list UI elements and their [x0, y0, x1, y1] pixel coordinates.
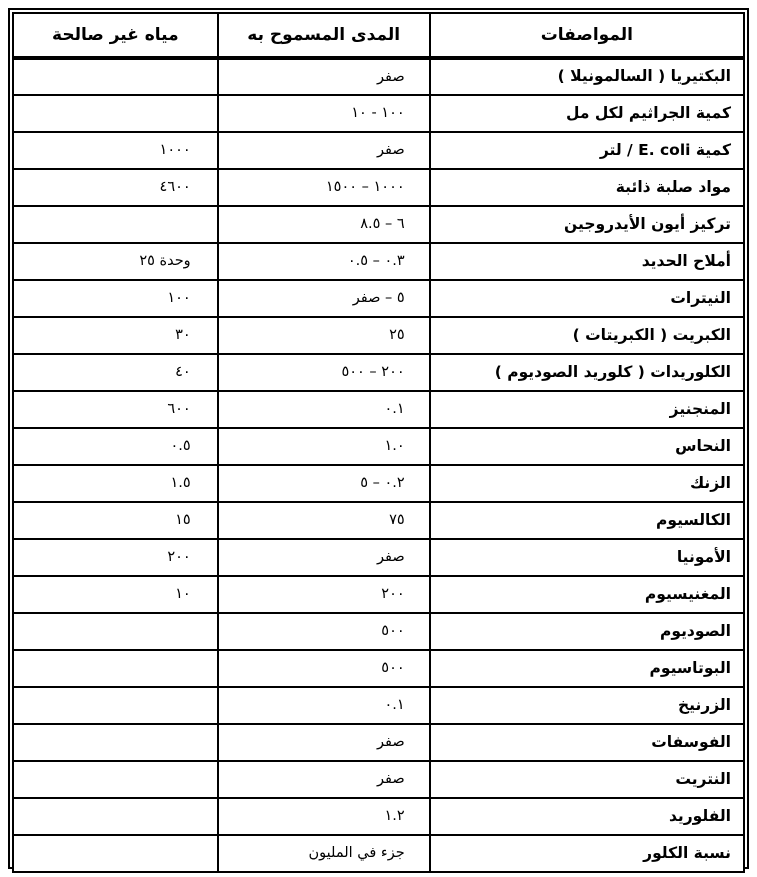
allowed-range-cell: ١.٠ — [218, 428, 430, 465]
water-quality-table — [12, 12, 745, 873]
allowed-range-cell: ١٠٠ - ١٠ — [218, 95, 430, 132]
unsafe-water-cell — [13, 95, 218, 132]
unsafe-water-cell — [13, 761, 218, 798]
spec-cell: الكبريت ( الكبريتات ) — [430, 317, 744, 354]
unsafe-water-cell — [13, 687, 218, 724]
table-row — [13, 354, 744, 391]
table-row — [13, 317, 744, 354]
unsafe-water-cell: ١.٥ — [13, 465, 218, 502]
unsafe-water-cell — [13, 206, 218, 243]
allowed-range-cell: ٠.٢ – ٥ — [218, 465, 430, 502]
spec-cell: الكالسيوم — [430, 502, 744, 539]
spec-cell: الفلوريد — [430, 798, 744, 835]
spec-cell: المغنيسيوم — [430, 576, 744, 613]
spec-cell: مواد صلبة ذائبة — [430, 169, 744, 206]
header-row — [13, 13, 744, 58]
table-row — [13, 613, 744, 650]
allowed-range-cell: ١.٢ — [218, 798, 430, 835]
spec-cell: البوتاسيوم — [430, 650, 744, 687]
unsafe-water-cell: ١٥ — [13, 502, 218, 539]
header-unsafe-water: مياه غير صالحة — [13, 13, 218, 58]
table-row — [13, 835, 744, 872]
spec-cell: النحاس — [430, 428, 744, 465]
table-row — [13, 465, 744, 502]
spec-cell: النيترات — [430, 280, 744, 317]
table-outer-frame — [8, 8, 749, 869]
unsafe-water-cell — [13, 724, 218, 761]
spec-cell: الفوسفات — [430, 724, 744, 761]
table-body — [13, 58, 744, 872]
allowed-range-cell: ٢٥ — [218, 317, 430, 354]
unsafe-water-cell: ١٠٠ — [13, 280, 218, 317]
unsafe-water-cell: ١٠٠٠ — [13, 132, 218, 169]
unsafe-water-cell: ١٠ — [13, 576, 218, 613]
spec-cell: أملاح الحديد — [430, 243, 744, 280]
unsafe-water-cell: ٤٠ — [13, 354, 218, 391]
table-row — [13, 169, 744, 206]
table-row — [13, 539, 744, 576]
spec-cell: النتريت — [430, 761, 744, 798]
table-row — [13, 761, 744, 798]
allowed-range-cell: ٥٠٠ — [218, 613, 430, 650]
table-row — [13, 95, 744, 132]
table-row — [13, 391, 744, 428]
spec-cell: الكلوريدات ( كلوريد الصوديوم ) — [430, 354, 744, 391]
unsafe-water-cell — [13, 798, 218, 835]
table-row — [13, 724, 744, 761]
spec-cell: الأمونيا — [430, 539, 744, 576]
table-row — [13, 132, 744, 169]
allowed-range-cell: صفر — [218, 539, 430, 576]
table-row — [13, 206, 744, 243]
allowed-range-cell: ٦ – ٨.٥ — [218, 206, 430, 243]
spec-cell: الصوديوم — [430, 613, 744, 650]
spec-cell: الزرنيخ — [430, 687, 744, 724]
unsafe-water-cell: ٦٠٠ — [13, 391, 218, 428]
table-row — [13, 687, 744, 724]
header-specifications: المواصفات — [430, 13, 744, 58]
unsafe-water-cell — [13, 58, 218, 95]
unsafe-water-cell: ٤٦٠٠ — [13, 169, 218, 206]
spec-cell: كمية E. coli / لتر — [430, 132, 744, 169]
allowed-range-cell: ١٠٠٠ – ١٥٠٠ — [218, 169, 430, 206]
unsafe-water-cell: ٣٠ — [13, 317, 218, 354]
allowed-range-cell: ٧٥ — [218, 502, 430, 539]
spec-cell: نسبة الكلور — [430, 835, 744, 872]
allowed-range-cell: صفر — [218, 132, 430, 169]
table-row — [13, 280, 744, 317]
table-header — [13, 13, 744, 58]
unsafe-water-cell — [13, 835, 218, 872]
spec-cell: البكتيريا ( السالمونيلا ) — [430, 58, 744, 95]
allowed-range-cell: ٠.١ — [218, 687, 430, 724]
table-row — [13, 243, 744, 280]
allowed-range-cell: ٥٠٠ — [218, 650, 430, 687]
allowed-range-cell: صفر — [218, 724, 430, 761]
header-allowed-range: المدى المسموح به — [218, 13, 430, 58]
table-row — [13, 650, 744, 687]
allowed-range-cell: ٢٠٠ — [218, 576, 430, 613]
allowed-range-cell: صفر — [218, 761, 430, 798]
allowed-range-cell: صفر — [218, 58, 430, 95]
unsafe-water-cell — [13, 650, 218, 687]
spec-cell: تركيز أيون الأيدروجين — [430, 206, 744, 243]
table-row — [13, 58, 744, 95]
unsafe-water-cell: وحدة ٢٥ — [13, 243, 218, 280]
spec-cell: الزنك — [430, 465, 744, 502]
allowed-range-cell: ٠.٣ – ٠.٥ — [218, 243, 430, 280]
unsafe-water-cell — [13, 613, 218, 650]
table-row — [13, 502, 744, 539]
table-row — [13, 428, 744, 465]
table-row — [13, 576, 744, 613]
unsafe-water-cell: ٢٠٠ — [13, 539, 218, 576]
allowed-range-cell: جزء في المليون — [218, 835, 430, 872]
allowed-range-cell: ٢٠٠ – ٥٠٠ — [218, 354, 430, 391]
unsafe-water-cell: ٠.٥ — [13, 428, 218, 465]
table-row — [13, 798, 744, 835]
spec-cell: المنجنيز — [430, 391, 744, 428]
spec-cell: كمية الجراثيم لكل مل — [430, 95, 744, 132]
allowed-range-cell: ٠.١ — [218, 391, 430, 428]
allowed-range-cell: ٥ – صفر — [218, 280, 430, 317]
